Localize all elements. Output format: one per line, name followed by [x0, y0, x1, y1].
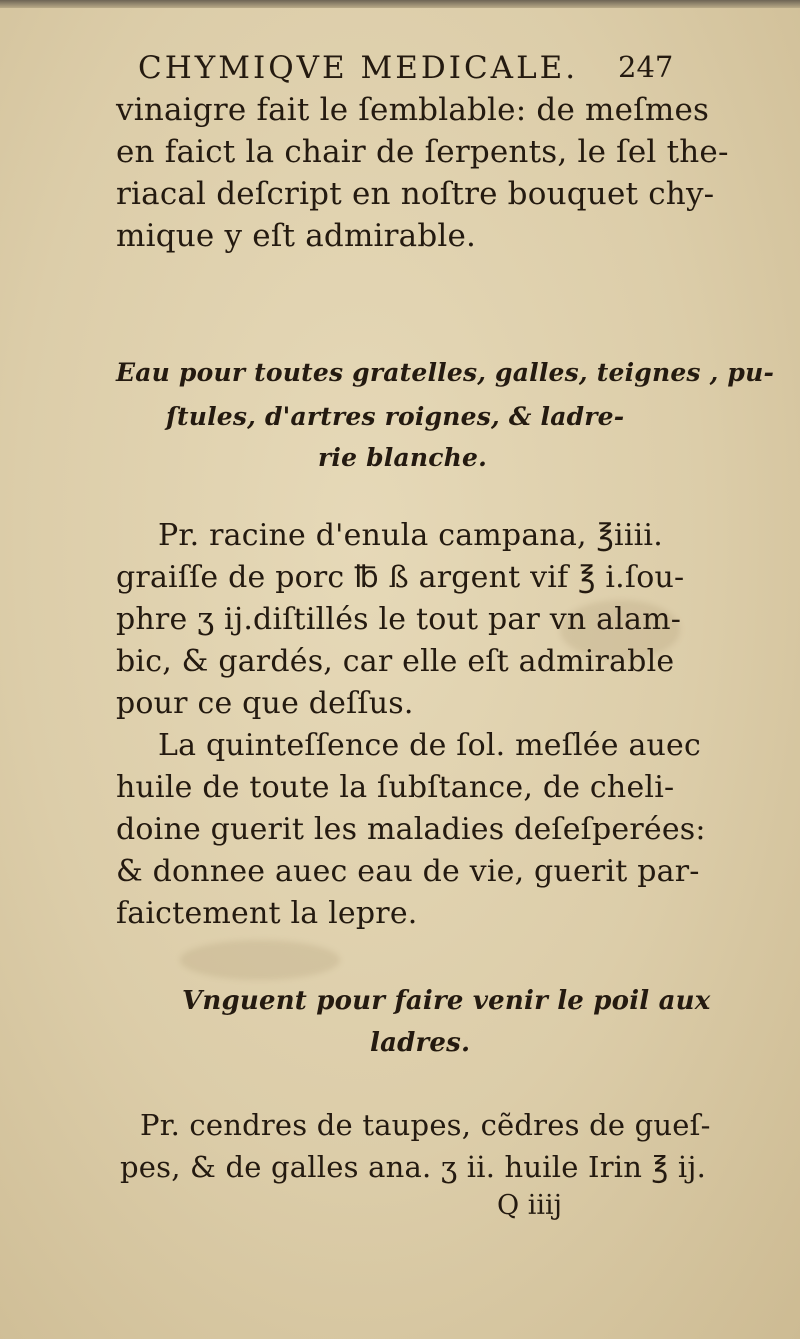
- text-line: graiſſe de porc ℔ ß argent vif ℥ i.ſou-: [116, 560, 685, 595]
- paper-stain: [180, 940, 340, 980]
- text-line: en faict la chair de ſerpents, le ſel the-: [116, 134, 729, 170]
- section-heading-line: ſtules, d'artres roignes, & ladre-: [166, 402, 625, 431]
- section-heading-line: rie blanche.: [318, 443, 488, 472]
- text-line: phre ʒ ij.diſtillés le tout par vn alam-: [116, 602, 682, 637]
- text-line: vinaigre fait le ſemblable: de meſmes: [116, 92, 710, 128]
- text-line: faictement la lepre.: [116, 896, 418, 931]
- page-number: 247: [618, 50, 674, 84]
- text-line: riacal deſcript en noſtre bouquet chy-: [116, 176, 715, 212]
- text-line: doine guerit les maladies deſeſperées:: [116, 812, 706, 847]
- section-heading-line: Vnguent pour faire venir le poil aux: [182, 986, 711, 1016]
- page-top-edge: [0, 0, 800, 8]
- text-line: huile de toute la ſubſtance, de cheli-: [116, 770, 675, 805]
- text-line: La quinteſſence de ſol. meſlée auec: [158, 728, 702, 763]
- signature-mark: Q iiij: [497, 1190, 562, 1221]
- text-line: mique y eſt admirable.: [116, 218, 477, 254]
- running-title: CHYMIQVE MEDICALE.: [138, 50, 579, 86]
- text-line: & donnee auec eau de vie, guerit par-: [116, 854, 700, 889]
- text-line: Pr. cendres de taupes, cẽdres de gueſ-: [140, 1108, 711, 1142]
- text-line: pour ce que deſſus.: [116, 686, 414, 721]
- text-line: Pr. racine d'enula campana, ℥iiii.: [158, 518, 663, 553]
- section-heading-line: ladres.: [370, 1028, 471, 1058]
- section-heading-line: Eau pour toutes gratelles, galles, teignes , pu-: [116, 358, 775, 387]
- text-line: bic, & gardés, car elle eſt admirable: [116, 644, 675, 679]
- text-line: pes, & de galles ana. ʒ ii. huile Irin ℥ ij.: [120, 1150, 706, 1184]
